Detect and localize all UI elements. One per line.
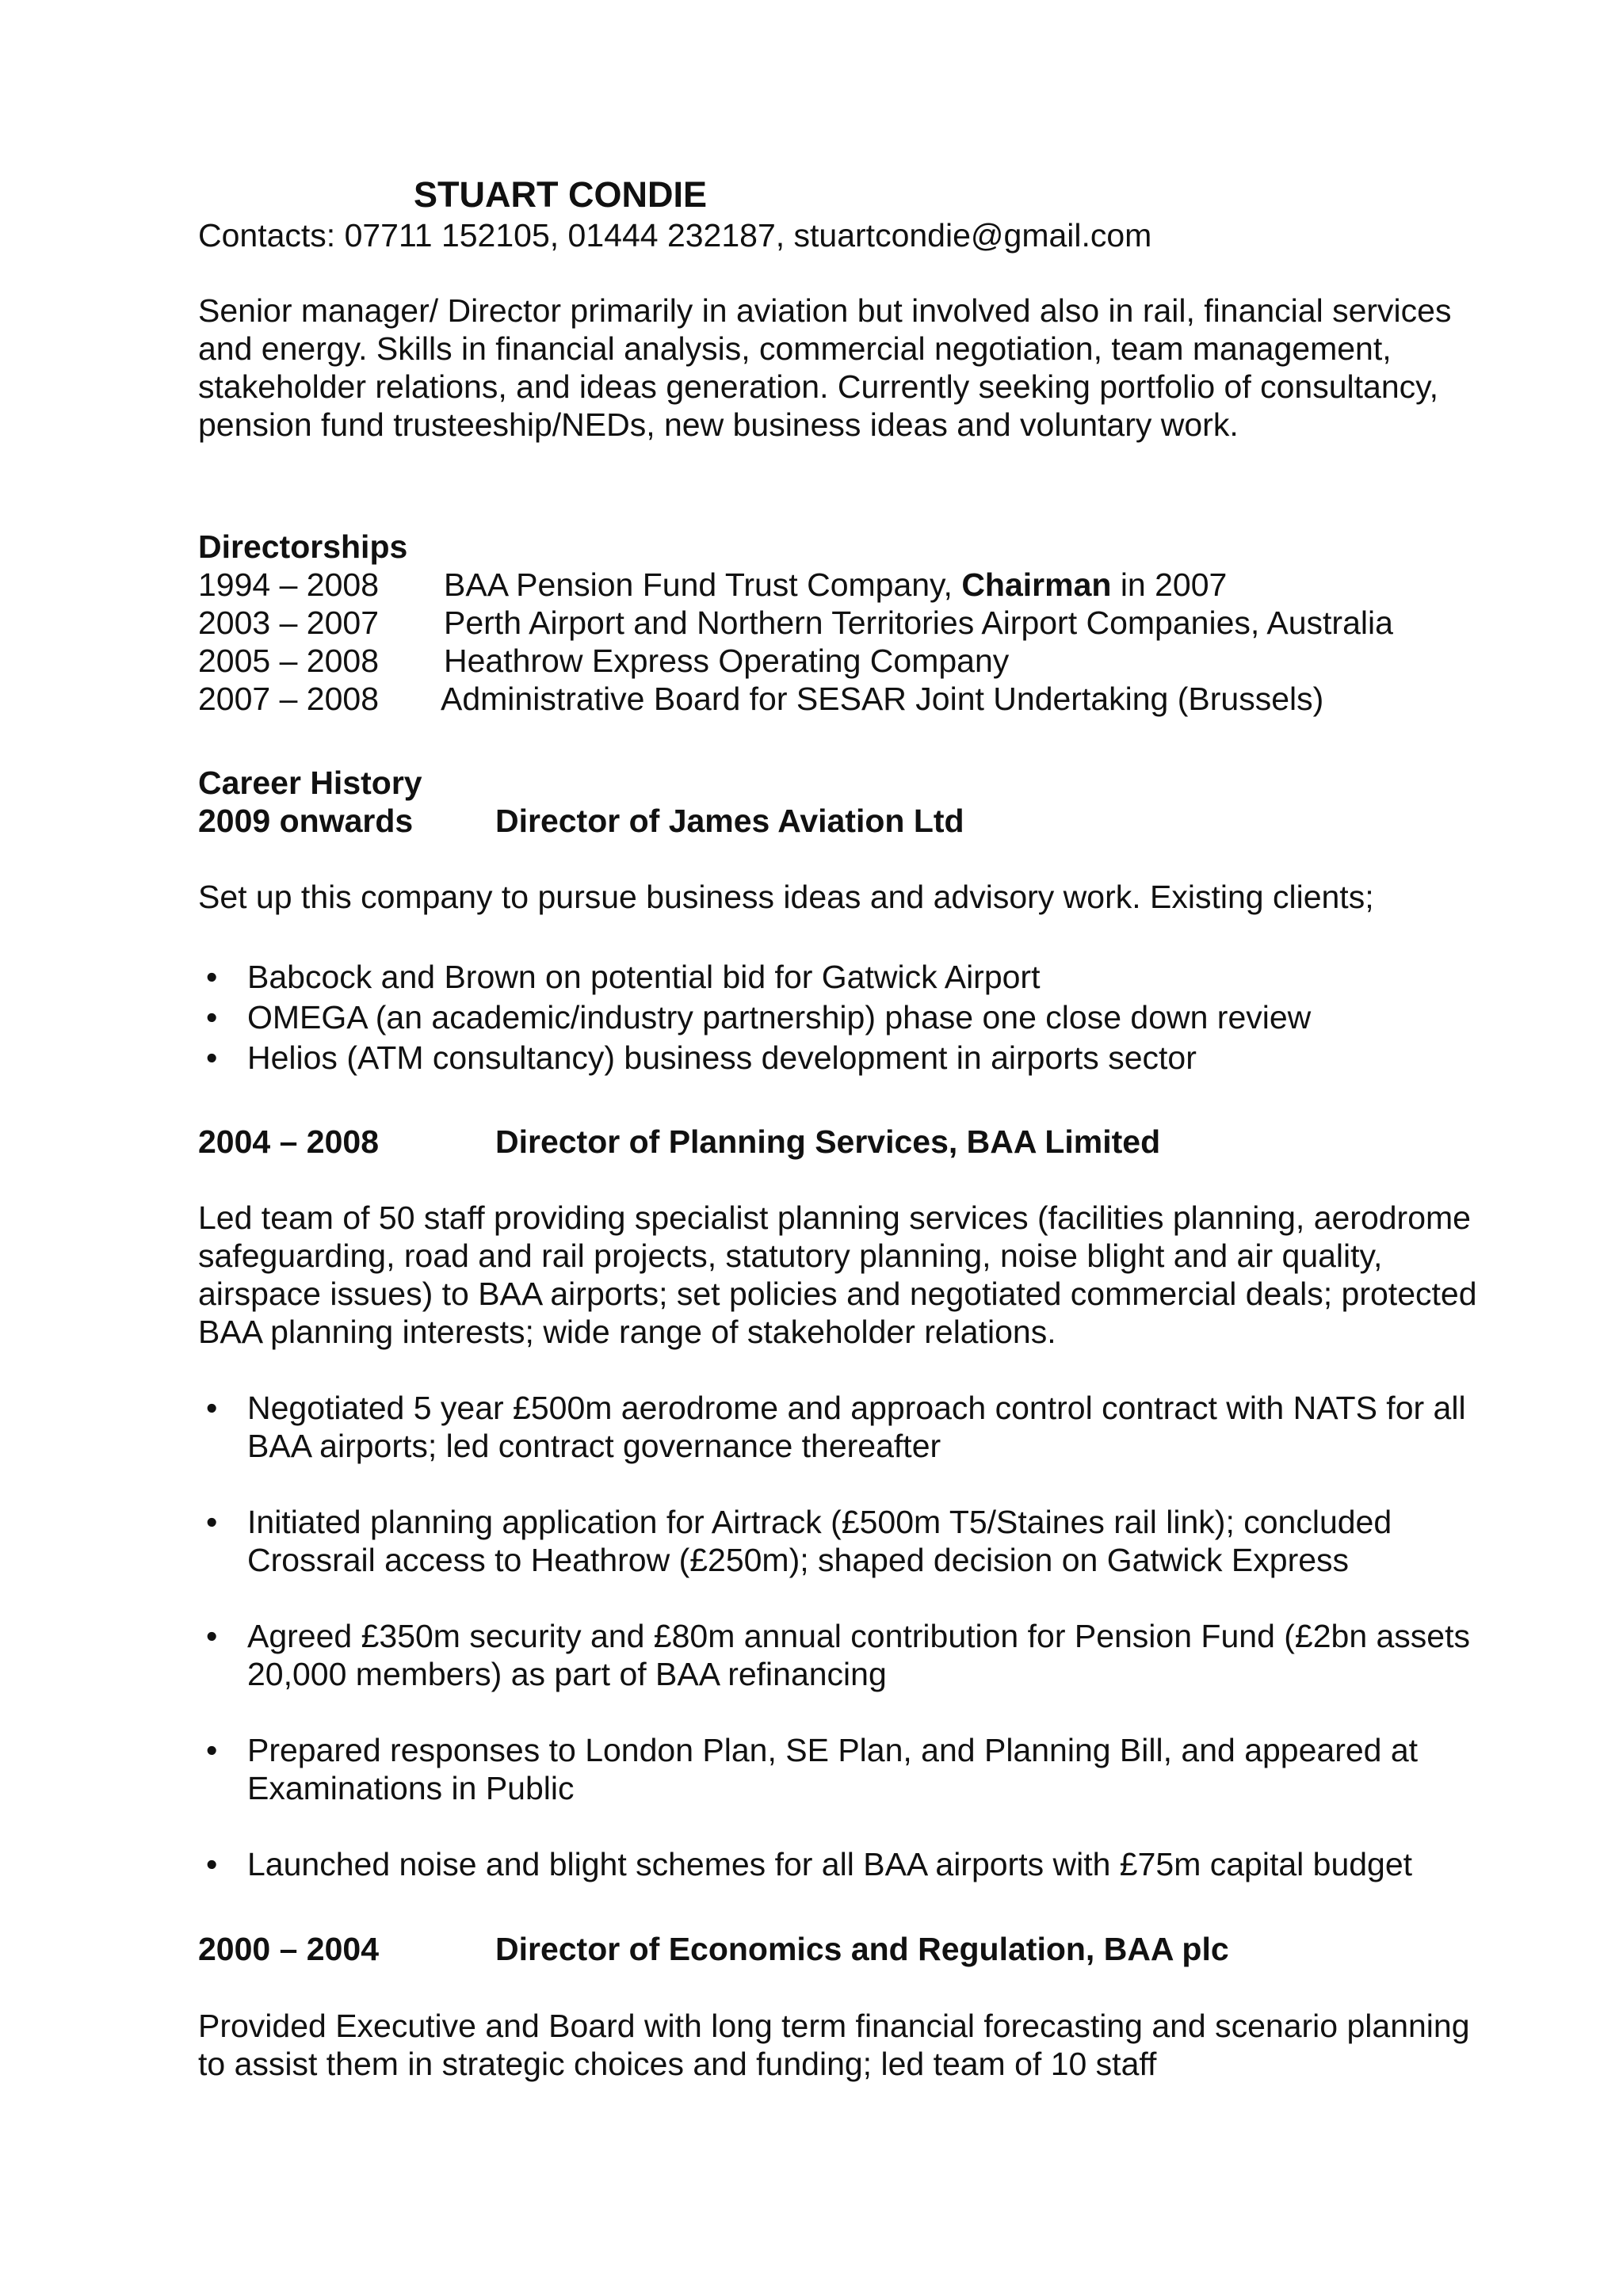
bullet-icon: • [206,1390,218,1426]
directorship-row [198,604,1482,642]
directorships-section [198,528,1482,718]
job-years: 2004 – 2008 [198,1123,380,1160]
bullet-icon: • [206,959,218,995]
job-description [198,878,1482,916]
directorship-text: Heathrow Express Operating Company [444,643,1010,679]
contact-details: Contacts: 07711 152105, 01444 232187, stuartcondie@gmail.com [198,217,1152,254]
job-description-text: Led team of 50 staff providing specialist planning services (facilities planning, aerodrome safeguarding, road and rail projects, statutory planning, noise blight and air quality, airspace issues) to BAA airports; set policies and negotiated commercial deals; protected BAA planning interests; wide range of stakeholder relations. [198,1199,1477,1350]
job-description-text: Provided Executive and Board with long term financial forecasting and scenario planning to assist them in strategic choices and funding; led team of 10 staff [198,2008,1470,2082]
career-history-heading: Career History [198,765,422,801]
summary-section [198,292,1482,444]
directorship-text: BAA Pension Fund Trust Company, Chairman in 2007 [444,566,1228,603]
directorship-years: 2003 – 2007 [198,605,380,641]
directorship-text: Perth Airport and Northern Territories Airport Companies, Australia [444,605,1393,641]
career-history-section [198,764,1482,840]
directorship-row [198,566,1482,604]
bullet-item: • Agreed £350m security and £80m annual contribution for Pension Fund (£2bn assets 20,000 members) as part of BAA refinancing [206,1618,1471,1692]
bullet-icon: • [206,1732,218,1768]
chairman-emphasis: Chairman [961,566,1112,603]
job-title: Director of Economics and Regulation, BAA plc [495,1931,1229,1967]
candidate-name: STUART CONDIE [414,174,707,215]
bullet-icon: • [206,1618,218,1654]
job-header [198,1930,1482,1968]
bullet-icon: • [206,1039,218,1076]
job-description [198,2007,1482,2083]
job-years: 2000 – 2004 [198,1931,380,1967]
bullet-item: • Prepared responses to London Plan, SE Plan, and Planning Bill, and appeared at Examinations in Public [206,1732,1419,1806]
bullet-item: • Launched noise and blight schemes for all BAA airports with £75m capital budget [206,1846,1413,1882]
job-title: Director of James Aviation Ltd [495,803,964,839]
job-description-text: Set up this company to pursue business ideas and advisory work. Existing clients; [198,879,1374,915]
directorship-text: Administrative Board for SESAR Joint Undertaking (Brussels) [441,681,1324,717]
job-bullets [198,1389,1482,1883]
bullet-icon: • [206,999,218,1035]
directorship-years: 1994 – 2008 [198,566,380,603]
job-section [198,1123,1482,1161]
bullet-icon: • [206,1504,218,1540]
job-section [198,1930,1482,1968]
job-header [198,1123,1482,1161]
bullet-item: • Babcock and Brown on potential bid for Gatwick Airport [198,957,1482,997]
bullet-item: • Negotiated 5 year £500m aerodrome and approach control contract with NATS for all BAA airports; led contract governance thereafter [206,1390,1466,1464]
bullet-item: • OMEGA (an academic/industry partnership) phase one close down review [198,997,1482,1038]
bullet-item: • Initiated planning application for Airtrack (£500m T5/Staines rail link); concluded Crossrail access to Heathrow (£250m); shaped decision on Gatwick Express [206,1504,1392,1578]
job-bullets [198,957,1482,1078]
directorships-heading: Directorships [198,528,408,565]
job-title: Director of Planning Services, BAA Limited [495,1123,1161,1160]
job-years: 2009 onwards [198,803,414,839]
job-header [198,802,1482,840]
bullet-icon: • [206,1846,218,1882]
directorship-row [198,680,1482,718]
bullet-item: • Helios (ATM consultancy) business development in airports sector [198,1038,1482,1078]
directorship-years: 2005 – 2008 [198,643,380,679]
summary-text: Senior manager/ Director primarily in aviation but involved also in rail, financial services and energy. Skills in financial analysis, commercial negotiation, team management, stakeholder relations, and ideas generation. Currently seeking portfolio of consultancy, pension fund trusteeship/NEDs, new business ideas and voluntary work. [198,292,1452,443]
directorship-years: 2007 – 2008 [198,681,380,717]
directorship-row [198,642,1482,680]
job-description [198,1199,1482,1351]
